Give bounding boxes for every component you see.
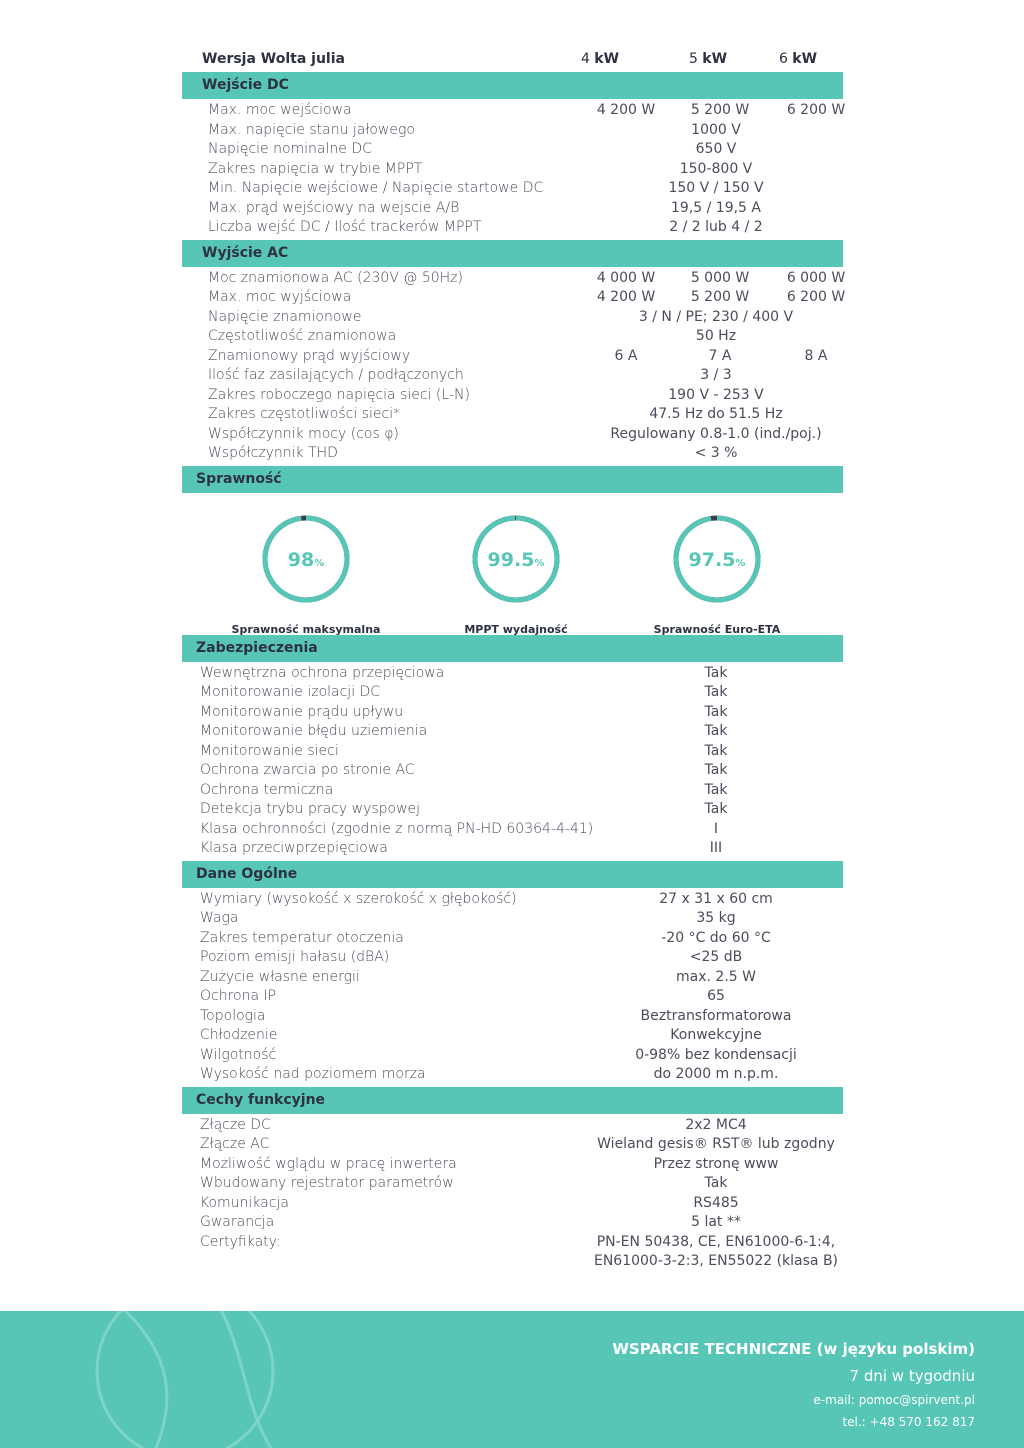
general-row-label: Zakres temperatur otoczenia (200, 929, 404, 946)
features-row (182, 1194, 843, 1214)
ac-row-label: Znamionowy prąd wyjściowy (208, 347, 411, 364)
protection-row (182, 722, 843, 742)
ac-row-value: 3 / 3 (700, 367, 732, 383)
dc-row-value: 150 V / 150 V (668, 180, 764, 196)
ac-rows (182, 269, 846, 464)
features-row-label: Możliwość wglądu w pracę inwertera (200, 1155, 457, 1172)
dc-row-label: Liczba wejść DC / Ilość trackerów MPPT (208, 219, 482, 235)
ac-row-label: Max. moc wyjściowa (208, 289, 352, 305)
protection-row (182, 703, 843, 723)
section-ac-output: Wyjście AC (182, 240, 843, 267)
efficiency-gauges (182, 495, 843, 636)
section-general: Dane Ogólne (182, 861, 843, 888)
features-row-label: Złącze DC (200, 1116, 271, 1133)
general-row (182, 929, 843, 949)
features-row-value: 5 lat ** (691, 1214, 741, 1230)
dc-row-label: Min. Napięcie wejściowe / Napięcie startowe DC (208, 180, 544, 196)
ac-row-value: < 3 % (694, 445, 738, 461)
dc-row (182, 179, 843, 199)
protection-row-label: Klasa ochronności (zgodnie z normą PN-HD 60364-4-41) (200, 820, 594, 837)
support-title: WSPARCIE TECHNICZNE (w języku polskim) (612, 1340, 975, 1358)
gauge-value: 99.5% (487, 548, 545, 571)
ac-row-value: 4 200 W (596, 289, 656, 305)
gauge-ring (671, 513, 763, 605)
dc-row-label: Zakres napięcia w trybie MPPT (208, 160, 423, 177)
general-row-label: Chłodzenie (200, 1027, 278, 1043)
dc-row-label: Max. prąd wejściowy na wejscie A/B (208, 199, 460, 216)
features-row (182, 1213, 843, 1233)
dc-row (182, 140, 843, 160)
protection-row-label: Ochrona termiczna (200, 781, 334, 798)
ac-row-value: 8 A (804, 347, 828, 364)
general-row (182, 948, 843, 968)
dc-row-value: 1000 V (691, 121, 741, 138)
features-row-value: RS485 (693, 1194, 739, 1211)
features-row (182, 1174, 843, 1194)
protection-row-value: Tak (704, 781, 728, 798)
dc-row-value: 5 200 W (690, 102, 750, 118)
ac-row (182, 288, 846, 308)
protection-row-value: Tak (704, 742, 728, 759)
general-row-value: Beztransformatorowa (640, 1007, 792, 1024)
gauge-value: 98% (287, 548, 325, 571)
general-row-label: Poziom emisji hałasu (dBA) (200, 949, 390, 965)
protection-row-label: Wewnętrzna ochrona przepięciowa (200, 664, 445, 681)
features-row (182, 1116, 843, 1136)
dc-row-value: 650 V (695, 141, 737, 157)
model-header (182, 48, 843, 70)
ac-row-label: Współczynnik mocy (cos φ) (208, 425, 399, 442)
ac-row (182, 425, 843, 445)
features-row-label: Komunikacja (200, 1194, 289, 1211)
protection-row-value: Tak (704, 762, 728, 778)
features-row-label: Gwarancja (200, 1214, 275, 1230)
ac-row-value: 5 200 W (690, 289, 750, 305)
features-row-label: Certyfikaty: (200, 1233, 281, 1250)
general-row-value: <25 dB (689, 949, 743, 965)
general-row (182, 987, 843, 1007)
ac-row (182, 386, 843, 406)
support-email[interactable]: e-mail: pomoc@spirvent.pl (813, 1393, 975, 1407)
spec-sheet (182, 0, 846, 1272)
protection-row (182, 820, 843, 840)
dc-rows (182, 101, 846, 238)
ac-row-value: Regulowany 0.8-1.0 (ind./poj.) (610, 425, 822, 442)
protection-row-label: Detekcja trybu pracy wyspowej (200, 801, 421, 817)
support-phone[interactable]: tel.: +48 570 162 817 (842, 1415, 975, 1429)
section-features: Cechy funkcyjne (182, 1087, 843, 1114)
general-row (182, 1065, 843, 1085)
gauge-label: MPPT wydajność (464, 622, 568, 636)
dc-row-value: 150-800 V (679, 160, 753, 177)
dc-row-label: Napięcie nominalne DC (208, 141, 372, 157)
protection-rows (182, 664, 843, 859)
dc-row (182, 160, 843, 180)
dc-row-value: 2 / 2 lub 4 / 2 (669, 219, 763, 235)
protection-row-label: Monitorowanie błędu uziemienia (200, 723, 428, 739)
general-row-value: max. 2.5 W (676, 968, 756, 985)
protection-row-value: III (709, 840, 723, 856)
features-row (182, 1155, 843, 1175)
features-rows (182, 1116, 843, 1272)
protection-row-label: Monitorowanie sieci (200, 742, 339, 759)
ac-row (182, 444, 843, 464)
dc-row-label: Max. napięcie stanu jałowego (208, 121, 415, 138)
general-row-label: Wymiary (wysokość x szerokość x głębokość) (200, 890, 517, 907)
general-row-value: Konwekcyjne (670, 1027, 762, 1043)
general-row (182, 1007, 843, 1027)
protection-row (182, 781, 843, 801)
general-row-label: Topologia (200, 1007, 266, 1024)
ac-row-value: 7 A (708, 347, 732, 364)
ac-row (182, 269, 846, 289)
protection-row-label: Monitorowanie izolacji DC (200, 684, 381, 700)
efficiency-gauge (216, 513, 396, 636)
general-rows (182, 890, 843, 1085)
ac-row-label: Zakres częstotliwości sieci* (208, 406, 401, 422)
dc-row-value: 4 200 W (596, 102, 656, 118)
general-row (182, 1046, 843, 1066)
ac-row-value: 190 V - 253 V (668, 386, 764, 403)
protection-row (182, 683, 843, 703)
protection-row-label: Monitorowanie prądu upływu (200, 703, 404, 720)
ac-row (182, 405, 843, 425)
features-row-value: 2x2 MC4 (685, 1116, 747, 1133)
ac-row (182, 366, 843, 386)
general-row (182, 909, 843, 929)
section-protection: Zabezpieczenia (182, 635, 843, 662)
ac-row-value: 5 000 W (690, 269, 750, 286)
col-6kw: 6 kW (778, 51, 818, 67)
ac-row-label: Częstotliwość znamionowa (208, 328, 397, 344)
protection-row-value: Tak (704, 703, 728, 720)
ac-row-label: Moc znamionowa AC (230V @ 50Hz) (208, 269, 463, 286)
ac-row (182, 308, 843, 328)
ac-row (182, 327, 843, 347)
gauge-ring (470, 513, 562, 605)
dc-row (182, 101, 846, 121)
general-row-value: 65 (707, 988, 725, 1004)
ac-row-label: Napięcie znamionowe (208, 308, 362, 325)
features-row-value: EN61000-3-2:3, EN55022 (klasa B) (593, 1253, 839, 1269)
efficiency-gauge (426, 513, 606, 636)
ac-row-value: 6 000 W (786, 269, 846, 286)
dc-row (182, 121, 843, 141)
general-row-value: do 2000 m n.p.m. (653, 1066, 779, 1082)
support-footer (0, 1311, 1024, 1448)
ac-row-value: 47.5 Hz do 51.5 Hz (649, 406, 783, 422)
gauge-value: 97.5% (688, 548, 746, 571)
features-row (182, 1135, 843, 1155)
gauge-label: Sprawność Euro-ETA (653, 622, 781, 636)
ac-row-value: 4 000 W (596, 269, 656, 286)
dc-row (182, 218, 843, 238)
ac-row-value: 6 A (614, 347, 638, 364)
protection-row-label: Klasa przeciwprzepięciowa (200, 840, 388, 856)
general-row (182, 968, 843, 988)
features-row-label: Złącze AC (200, 1136, 270, 1152)
general-row-label: Zużycie własne energii (200, 968, 360, 985)
ac-row-value: 3 / N / PE; 230 / 400 V (638, 308, 794, 325)
ac-row-label: Zakres roboczego napięcia sieci (L-N) (208, 386, 470, 403)
efficiency-gauge (627, 513, 807, 636)
general-row (182, 890, 843, 910)
dc-row (182, 199, 843, 219)
general-row (182, 1026, 843, 1046)
ac-row (182, 347, 843, 367)
col-4kw: 4 kW (580, 51, 620, 67)
general-row-value: 0-98% bez kondensacji (635, 1046, 797, 1063)
features-row-value: Wieland gesis® RST® lub zgodny (597, 1136, 835, 1152)
ac-row-value: 6 200 W (786, 289, 846, 305)
protection-row-value: Tak (704, 684, 728, 700)
features-row-value: PN-EN 50438, CE, EN61000-6-1:4, (596, 1233, 836, 1250)
model-label: Wersja Wolta julia (202, 51, 345, 67)
ac-row-value: 50 Hz (695, 328, 737, 344)
general-row-label: Waga (200, 910, 239, 926)
protection-row (182, 839, 843, 859)
general-row-value: 35 kg (696, 910, 736, 926)
section-dc-input: Wejście DC (182, 72, 843, 99)
protection-row (182, 742, 843, 762)
protection-row-value: I (713, 820, 719, 837)
protection-row (182, 761, 843, 781)
general-row-label: Wysokość nad poziomem morza (200, 1066, 426, 1082)
features-row (182, 1233, 843, 1253)
gauge-ring (260, 513, 352, 605)
protection-row (182, 800, 843, 820)
section-efficiency: Sprawność (182, 466, 843, 493)
support-days: 7 dni w tygodniu (849, 1367, 975, 1385)
dc-row-value: 6 200 W (786, 102, 846, 118)
general-row-label: Ochrona IP (200, 988, 277, 1004)
decorative-ball-icon (90, 1311, 350, 1448)
ac-row-label: Współczynnik THD (208, 445, 338, 461)
features-row-value: Tak (704, 1175, 728, 1191)
general-row-label: Wilgotność (200, 1046, 277, 1063)
features-row-value: Przez stronę www (653, 1155, 779, 1172)
protection-row-value: Tak (704, 723, 728, 739)
protection-row-label: Ochrona zwarcia po stronie AC (200, 762, 415, 778)
ac-row-label: Ilość faz zasilających / podłączonych (208, 367, 464, 383)
gauge-label: Sprawność maksymalna (231, 622, 381, 636)
features-row (182, 1252, 843, 1272)
features-row-label: Wbudowany rejestrator parametrów (200, 1175, 454, 1191)
dc-row-value: 19,5 / 19,5 A (671, 199, 761, 216)
protection-row-value: Tak (704, 801, 728, 817)
dc-row-label: Max. moc wejściowa (208, 102, 352, 118)
protection-row (182, 664, 843, 684)
col-5kw: 5 kW (688, 51, 728, 67)
general-row-value: 27 x 31 x 60 cm (659, 890, 773, 907)
protection-row-value: Tak (704, 664, 728, 681)
general-row-value: -20 °C do 60 °C (661, 929, 771, 946)
